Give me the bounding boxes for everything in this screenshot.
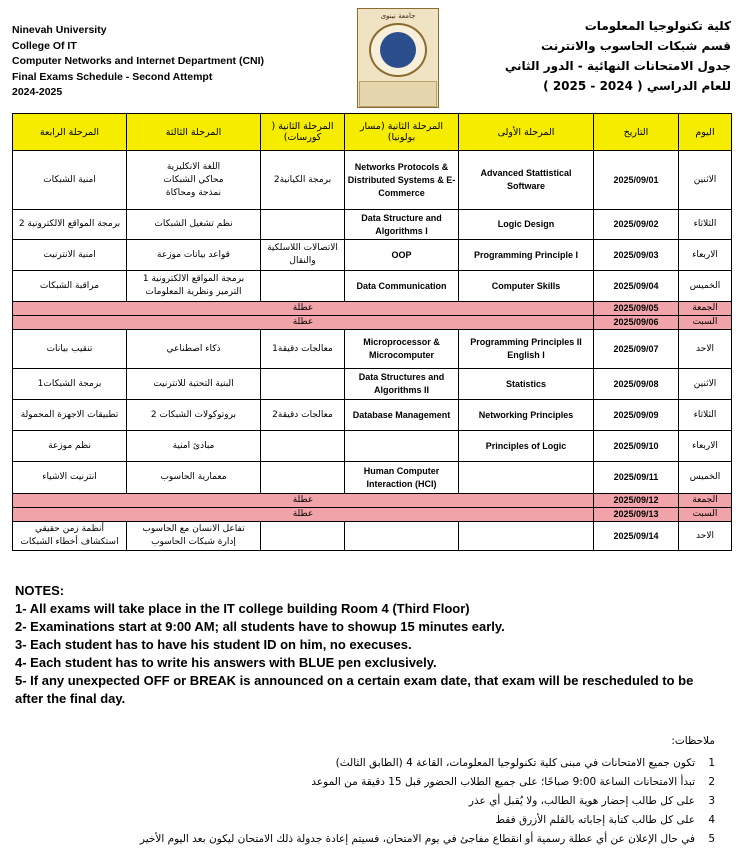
cell-day: الاحد bbox=[679, 522, 732, 551]
table-row bbox=[13, 151, 732, 210]
cell-day: الثلاثاء bbox=[679, 210, 732, 240]
cell-stage2-courses bbox=[261, 431, 345, 462]
logo-text: جامعة نينوى bbox=[380, 12, 416, 20]
header-stage4: المرحلة الرابعة bbox=[13, 114, 127, 151]
notes-title-ar: ملاحظات: bbox=[671, 735, 715, 747]
cell-stage2-courses bbox=[261, 271, 345, 302]
cell-stage4: نظم موزعة bbox=[13, 431, 127, 462]
cell-day: الاثنين bbox=[679, 369, 732, 400]
cell-stage2-bologna: Data Communication bbox=[345, 271, 459, 302]
notes-arabic bbox=[15, 732, 715, 849]
cell-day: الاحد bbox=[679, 330, 732, 369]
table-row bbox=[13, 330, 732, 369]
cell-date: 2025/09/14 bbox=[594, 522, 679, 551]
header-english bbox=[12, 23, 264, 101]
header-stage3: المرحلة الثالثة bbox=[127, 114, 261, 151]
cell-stage2-bologna: Networks Protocols & Distributed Systems & E-Commerce bbox=[345, 151, 459, 210]
cell-stage3: تفاعل الانسان مع الحاسوب إدارة شبكات الحاسوب bbox=[127, 522, 261, 551]
cell-stage4: برمجة الشبكات1 bbox=[13, 369, 127, 400]
cell-date: 2025/09/07 bbox=[594, 330, 679, 369]
cell-stage1: Programming Principle I bbox=[459, 240, 594, 271]
table-row bbox=[13, 400, 732, 431]
cell-stage2-courses: الاتصالات اللاسلكية والنقال bbox=[261, 240, 345, 271]
college-name: College Of IT bbox=[12, 39, 77, 52]
cell-day: الجمعة bbox=[679, 302, 732, 316]
cell-day: الاثنين bbox=[679, 151, 732, 210]
cell-stage4: تطبيقات الاجهزة المحمولة bbox=[13, 400, 127, 431]
exam-schedule-table bbox=[12, 113, 732, 551]
cell-stage2-courses bbox=[261, 462, 345, 494]
cell-stage2-bologna: Microprocessor & Microcomputer bbox=[345, 330, 459, 369]
notes-english bbox=[15, 582, 715, 708]
cell-stage1: Logic Design bbox=[459, 210, 594, 240]
table-row bbox=[13, 369, 732, 400]
holiday-row bbox=[13, 508, 732, 522]
note-item: 4- Each student has to write his answers with BLUE pen exclusively. bbox=[15, 655, 437, 670]
header-stage2-bologna: المرحلة الثانية (مسار بولونيا) bbox=[345, 114, 459, 151]
cell-date: 2025/09/09 bbox=[594, 400, 679, 431]
header-stage1: المرحلة الأولى bbox=[459, 114, 594, 151]
university-logo bbox=[357, 8, 439, 108]
cell-day: السبت bbox=[679, 316, 732, 330]
header-day: اليوم bbox=[679, 114, 732, 151]
cell-date: 2025/09/13 bbox=[594, 508, 679, 522]
cell-day: الخميس bbox=[679, 462, 732, 494]
cell-date: 2025/09/10 bbox=[594, 431, 679, 462]
cell-day: الخميس bbox=[679, 271, 732, 302]
cell-date: 2025/09/08 bbox=[594, 369, 679, 400]
cell-stage3: ذكاء اصطناعي bbox=[127, 330, 261, 369]
cell-stage3: معمارية الحاسوب bbox=[127, 462, 261, 494]
cell-stage1: Advanced Stattistical Software bbox=[459, 151, 594, 210]
cell-stage3: برمجة المواقع الالكترونية 1 الترميز ونظرية المعلومات bbox=[127, 271, 261, 302]
cell-date: 2025/09/03 bbox=[594, 240, 679, 271]
table-row bbox=[13, 210, 732, 240]
header-arabic bbox=[505, 16, 731, 96]
department-name-ar: قسم شبكات الحاسوب والانترنت bbox=[541, 39, 731, 53]
cell-stage2-bologna: Database Management bbox=[345, 400, 459, 431]
cell-stage4: انترنيت الاشياء bbox=[13, 462, 127, 494]
schedule-title-ar: جدول الامتحانات النهائية - الدور الثاني bbox=[504, 59, 731, 73]
note-item: 5- If any unexpected OFF or BREAK is announced on a certain exam date, that exam will be rescheduled to be after the final day. bbox=[15, 673, 694, 706]
cell-day: الاربعاء bbox=[679, 431, 732, 462]
cell-stage2-courses bbox=[261, 522, 345, 551]
cell-stage2-courses: معالجات دقيقة1 bbox=[261, 330, 345, 369]
note-item: 2- Examinations start at 9:00 AM; all students have to showup 15 minutes early. bbox=[15, 619, 505, 634]
cell-stage2-bologna: OOP bbox=[345, 240, 459, 271]
holiday-row bbox=[13, 316, 732, 330]
table-row bbox=[13, 462, 732, 494]
cell-stage2-courses bbox=[261, 369, 345, 400]
table-row bbox=[13, 271, 732, 302]
note-item-ar: 4 على كل طالب كتابة إجاباته بالقلم الأزرق فقط bbox=[495, 814, 715, 826]
note-item-ar: 1 تكون جميع الامتحانات في مبنى كلية تكنولوجيا المعلومات، القاعة 4 (الطابق الثالث) bbox=[335, 757, 715, 769]
cell-stage3: قواعد بيانات موزعة bbox=[127, 240, 261, 271]
cell-stage1: Statistics bbox=[459, 369, 594, 400]
cell-stage2-bologna: Data Structures and Algorithms II bbox=[345, 369, 459, 400]
header-stage2-courses: المرحلة الثانية ( كورسات) bbox=[261, 114, 345, 151]
cell-stage2-bologna bbox=[345, 431, 459, 462]
cell-stage3: اللغة الانكليزية محاكي الشبكات نمذجة ومحاكاة bbox=[127, 151, 261, 210]
cell-stage4: امنية الشبكات bbox=[13, 151, 127, 210]
cell-stage4: برمجة المواقع الالكترونية 2 bbox=[13, 210, 127, 240]
cell-day: الجمعة bbox=[679, 494, 732, 508]
cell-date: 2025/09/05 bbox=[594, 302, 679, 316]
cell-date: 2025/09/01 bbox=[594, 151, 679, 210]
header-date: التاريخ bbox=[594, 114, 679, 151]
cell-stage1: Networking Principles bbox=[459, 400, 594, 431]
holiday-row bbox=[13, 302, 732, 316]
academic-year-ar: للعام الدراسي ( 2024 - 2025 ) bbox=[543, 79, 731, 93]
logo-band bbox=[359, 81, 437, 107]
cell-stage3: نظم تشغيل الشبكات bbox=[127, 210, 261, 240]
academic-year: 2024-2025 bbox=[12, 86, 63, 98]
note-item-ar: 2 تبدأ الامتحانات الساعة 9:00 صباحًا؛ على جميع الطلاب الحضور قبل 15 دقيقة من الموعد bbox=[311, 776, 715, 788]
cell-stage1: Computer Skills bbox=[459, 271, 594, 302]
cell-day: السبت bbox=[679, 508, 732, 522]
cell-stage2-courses bbox=[261, 210, 345, 240]
table-header-row bbox=[13, 114, 732, 151]
cell-stage3: مبادئ امنية bbox=[127, 431, 261, 462]
cell-date: 2025/09/11 bbox=[594, 462, 679, 494]
table-row bbox=[13, 522, 732, 551]
logo-seal-icon bbox=[369, 23, 427, 77]
cell-stage4: امنية الانترنيت bbox=[13, 240, 127, 271]
note-item: 3- Each student has to have his student ID on him, no execuses. bbox=[15, 637, 412, 652]
cell-stage3: بروتوكولات الشبكات 2 bbox=[127, 400, 261, 431]
cell-stage1 bbox=[459, 462, 594, 494]
cell-date: 2025/09/02 bbox=[594, 210, 679, 240]
cell-stage3: البنية التحتية للانترنيت bbox=[127, 369, 261, 400]
cell-stage2-bologna: Data Structure and Algorithms I bbox=[345, 210, 459, 240]
table-row bbox=[13, 431, 732, 462]
cell-stage4: أنظمة زمن حقيقي استكشاف أخطاء الشبكات bbox=[13, 522, 127, 551]
university-name: Ninevah University bbox=[12, 24, 107, 36]
table-row bbox=[13, 240, 732, 271]
note-item-ar: 5 في حال الإعلان عن أي عطلة رسمية أو انقطاع مفاجئ في يوم الامتحان، فسيتم إعادة جدولة ذلك الامتحان ليكون بعد اليوم الأخير bbox=[139, 833, 715, 845]
note-item: 1- All exams will take place in the IT college building Room 4 (Third Floor) bbox=[15, 601, 470, 616]
cell-date: 2025/09/12 bbox=[594, 494, 679, 508]
cell-stage2-courses: معالجات دقيقة2 bbox=[261, 400, 345, 431]
cell-stage2-bologna: Human Computer Interaction (HCI) bbox=[345, 462, 459, 494]
cell-date: 2025/09/04 bbox=[594, 271, 679, 302]
holiday-label: عطلة bbox=[13, 494, 594, 508]
schedule-title: Final Exams Schedule - Second Attempt bbox=[12, 70, 213, 83]
cell-day: الثلاثاء bbox=[679, 400, 732, 431]
holiday-label: عطلة bbox=[13, 508, 594, 522]
notes-title: NOTES: bbox=[15, 583, 65, 598]
cell-stage2-courses: برمجة الكيانية2 bbox=[261, 151, 345, 210]
department-name: Computer Networks and Internet Department (CNI) bbox=[12, 55, 265, 67]
note-item-ar: 3 على كل طالب إحضار هوية الطالب، ولا يُقبل أي عذر bbox=[468, 795, 715, 807]
cell-stage1: Programming Principles II English I bbox=[459, 330, 594, 369]
cell-stage1: Principles of Logic bbox=[459, 431, 594, 462]
college-name-ar: كلية تكنولوجيا المعلومات bbox=[584, 19, 731, 33]
holiday-label: عطلة bbox=[13, 316, 594, 330]
cell-stage1 bbox=[459, 522, 594, 551]
holiday-row bbox=[13, 494, 732, 508]
cell-date: 2025/09/06 bbox=[594, 316, 679, 330]
cell-stage4: مراقبة الشبكات bbox=[13, 271, 127, 302]
cell-stage4: تنقيب بيانات bbox=[13, 330, 127, 369]
holiday-label: عطلة bbox=[13, 302, 594, 316]
cell-day: الاربعاء bbox=[679, 240, 732, 271]
cell-stage2-bologna bbox=[345, 522, 459, 551]
